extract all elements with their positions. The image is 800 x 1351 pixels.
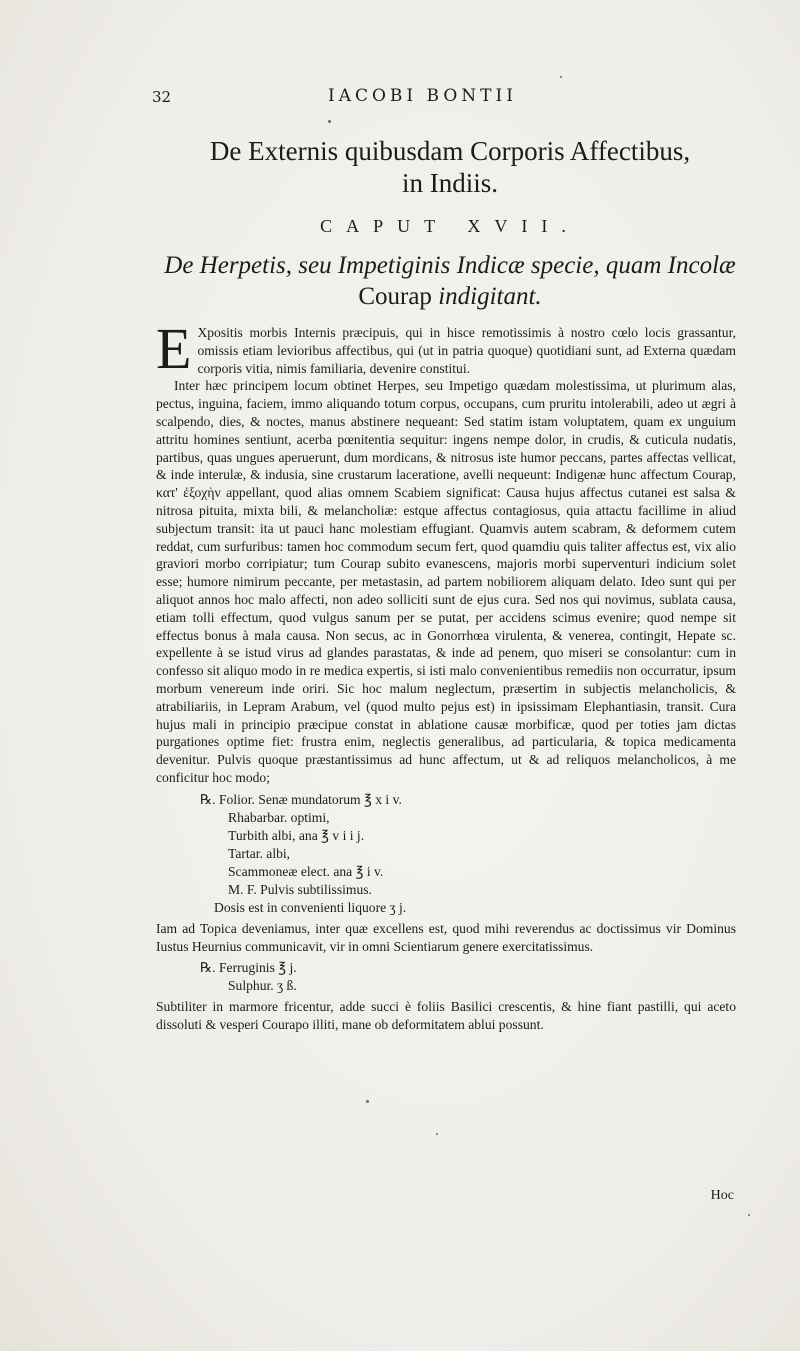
- section-title-line-1: De Externis quibusdam Corporis Affectibus,: [209, 136, 691, 166]
- ink-speck: [366, 1100, 369, 1103]
- ink-speck: [560, 76, 562, 78]
- recipe-dose: Dosis est in convenienti liquore ʒ j.: [214, 899, 407, 915]
- section-title-line-2: in Indiis.: [401, 168, 498, 198]
- recipe-line: M. F. Pulvis subtilissimus.: [228, 881, 372, 897]
- recipe-line: Scammoneæ elect. ana ℥ i v.: [228, 863, 384, 879]
- paragraph-4: Subtiliter in marmore fricentur, adde succi è foliis Basilici crescentis, & hine fiant pastilli, qui aceto dissoluti & vesperi Courapo illiti, mane ob deformitatem ablui possunt.: [156, 999, 736, 1033]
- recipe-2: [200, 959, 736, 995]
- recipe-line: Turbith albi, ana ℥ v i i j.: [228, 827, 365, 843]
- body-text: [156, 316, 736, 1034]
- paragraph-1: [156, 316, 736, 381]
- ink-speck: [328, 120, 331, 123]
- catchword: Hoc: [710, 1188, 734, 1203]
- chapter-heading: CAPUT XVII.: [320, 216, 580, 236]
- ink-speck: [748, 1214, 750, 1216]
- chapter-subtitle-line-1: De Herpetis, seu Impetiginis Indicæ specie, quam Incolæ: [164, 252, 736, 279]
- recipe-line: Tartar. albi,: [228, 845, 291, 861]
- running-title: IACOBI BONTII: [328, 86, 517, 106]
- paragraph-2: Inter hæc principem locum obtinet Herpes, seu Impetigo quædam molestissima, ut plurimum alas, pectus, inguina, faciem, immo aliquando totum corpus, occupans, cum pruritu intolerabili, adeo ut ægri à scalpendo, dies, & noctes, manus abstinere nequeant: Sed statim istam voluptatem, quam ex unguium attritu homines sentiunt, acerba pœnitentia sequitur: ingens nempe dolor, in crudis, & cuticula nudatis, partibus, quas ungues aperuerunt, dum mordicans, & nitrosus iste humor peccans, partes affectas vellicat, & inde interulæ, & indusia, sine crustarum laceratione, avelli nequeunt: Indigenæ hunc affectum Courap, κατ' ἐξοχὴν appellant, quod alias omnem Scabiem significat: Causa hujus affectus cutanei est salsa & nitrosa pituita, mixta bili, & melancholiæ: estque affectus contagiosus, quia attactu facillime in aliud subjectum transit: ita ut pauci hanc molestiam effugiant. Quamvis autem scabram, & deformem cutem reddat, cum surfuribus: tamen hoc commodum secum fert, quod quamdiu quis taliter affectus est, vix alio graviori morbo corripiatur; tum Courap subito evanescens, majoris morbi superventuri indicium solet esse; humore nimirum peccante, per metastasin, ad partem nobiliorem aliquam delato. Ideo sunt qui per aliquot annos hoc malo affecti, non adeo solliciti sunt de ejus cura. Sed nos qui novimus, sublata causa, etiam tolli effectum, quod vulgus sanum per se putat, per accidens scimus evenire; quod nempe sit effectus bonus à mala causa. Non secus, ac in Gonorrhœa virulenta, & venerea, contingit, Hepate sc. expellente à se istud virus ad glandes parastatas, & inde ad penem, quo miseri se consolantur: cum in confesso sit aliquo modo in re medica expertis, si isti malo convenientibus remediis non occurratur, ipsum morbum venereum inde oriri. Sic hoc malum neglectum, præsertim in subjectis melancholicis, & atrabiliariis, in Lepram Arabum, vel (quod multo pejus est) in ipsissimam Elephantiasin, transit. Cura hujus mali in principio præcipue constat in ablatione causæ morbificæ, quod per toties jam dictas purgationes optime fiet: frustra enim, neglectis generalibus, ad particularia, & topica medicamenta devenitur. Pulvis quoque præstantissimus ad hunc affectum, ut & ad reliquos melancholicos, à me conficitur hoc modo;: [156, 378, 736, 785]
- section-title: [150, 135, 750, 199]
- paragraph-1-text: Xpositis morbis Internis præcipuis, qui in hisce remotissimis à nostro cœlo locis grassantur, omissis etiam levioribus affectibus, qui (ut in patria quoque) quotidiani sunt, ad Externa quædam corporis vitia, nimis familiaria, devenire constitui.: [197, 325, 736, 376]
- chapter-subtitle: [150, 250, 750, 312]
- subtitle-courap: Courap: [358, 283, 432, 310]
- chapter-subtitle-line-2: [150, 281, 750, 312]
- recipe-line: ℞. Folior. Senæ mundatorum ℥ x i v.: [200, 791, 402, 807]
- drop-initial: E: [156, 316, 192, 381]
- paragraph-3: Iam ad Topica deveniamus, inter quæ excellens est, quod mihi reverendus ac doctissimus vir Dominus Iustus Heurnius communicavit, vir in omni Scientiarum genere exercitatissimus.: [156, 920, 736, 954]
- recipe-line: ℞. Ferruginis ℥ j.: [200, 960, 297, 976]
- subtitle-indigitant: indigitant.: [438, 283, 542, 310]
- recipe-1: [200, 791, 736, 917]
- recipe-line: Sulphur. ʒ ß.: [228, 978, 297, 994]
- recipe-line: Rhabarbar. optimi,: [228, 809, 330, 825]
- page-number: 32: [152, 88, 172, 106]
- ink-speck: [436, 1133, 438, 1135]
- running-head: [150, 86, 750, 110]
